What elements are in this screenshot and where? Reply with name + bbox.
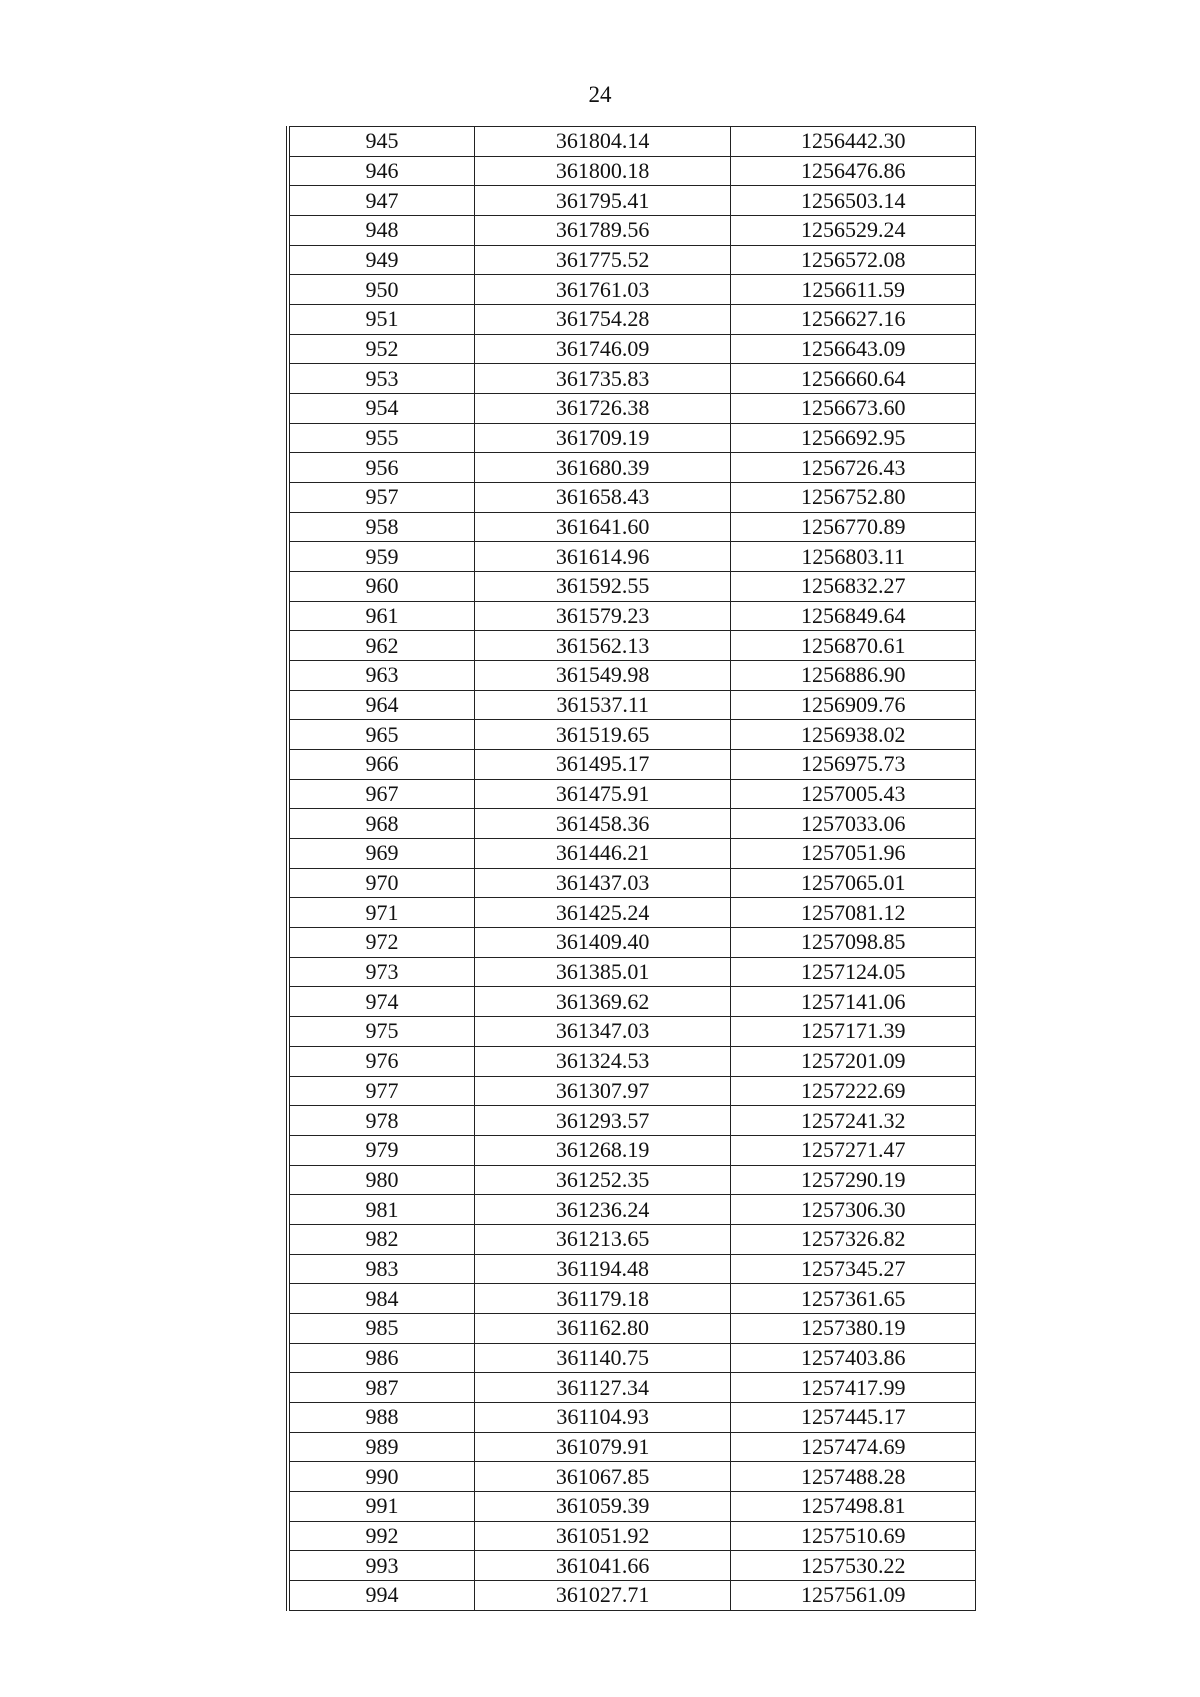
x-coordinate-cell: 361369.62 <box>474 987 731 1017</box>
x-coordinate-cell: 361127.34 <box>474 1373 731 1403</box>
x-coordinate-cell: 361549.98 <box>474 661 731 691</box>
point-number-cell: 974 <box>288 987 474 1017</box>
coordinates-table <box>286 126 976 1611</box>
point-number-cell: 966 <box>288 750 474 780</box>
point-number-cell: 961 <box>288 601 474 631</box>
y-coordinate-cell: 1256886.90 <box>731 661 976 691</box>
y-coordinate-cell: 1257124.05 <box>731 957 976 987</box>
point-number-cell: 985 <box>288 1313 474 1343</box>
point-number-cell: 970 <box>288 868 474 898</box>
y-coordinate-cell: 1256870.61 <box>731 631 976 661</box>
table-row <box>288 987 976 1017</box>
table-row <box>288 1373 976 1403</box>
point-number-cell: 975 <box>288 1017 474 1047</box>
x-coordinate-cell: 361041.66 <box>474 1551 731 1581</box>
point-number-cell: 967 <box>288 779 474 809</box>
point-number-cell: 972 <box>288 928 474 958</box>
x-coordinate-cell: 361735.83 <box>474 364 731 394</box>
table-row <box>288 868 976 898</box>
y-coordinate-cell: 1256938.02 <box>731 720 976 750</box>
x-coordinate-cell: 361658.43 <box>474 483 731 513</box>
x-coordinate-cell: 361179.18 <box>474 1284 731 1314</box>
table-row <box>288 720 976 750</box>
x-coordinate-cell: 361236.24 <box>474 1195 731 1225</box>
table-row <box>288 127 976 157</box>
table-row <box>288 1284 976 1314</box>
table-row <box>288 957 976 987</box>
point-number-cell: 984 <box>288 1284 474 1314</box>
point-number-cell: 957 <box>288 483 474 513</box>
point-number-cell: 979 <box>288 1135 474 1165</box>
point-number-cell: 964 <box>288 690 474 720</box>
x-coordinate-cell: 361307.97 <box>474 1076 731 1106</box>
y-coordinate-cell: 1256476.86 <box>731 156 976 186</box>
point-number-cell: 952 <box>288 334 474 364</box>
y-coordinate-cell: 1257241.32 <box>731 1106 976 1136</box>
x-coordinate-cell: 361162.80 <box>474 1313 731 1343</box>
y-coordinate-cell: 1257033.06 <box>731 809 976 839</box>
x-coordinate-cell: 361804.14 <box>474 127 731 157</box>
x-coordinate-cell: 361293.57 <box>474 1106 731 1136</box>
y-coordinate-cell: 1256660.64 <box>731 364 976 394</box>
x-coordinate-cell: 361562.13 <box>474 631 731 661</box>
x-coordinate-cell: 361324.53 <box>474 1046 731 1076</box>
point-number-cell: 954 <box>288 394 474 424</box>
point-number-cell: 948 <box>288 216 474 246</box>
x-coordinate-cell: 361446.21 <box>474 839 731 869</box>
y-coordinate-cell: 1257561.09 <box>731 1580 976 1610</box>
y-coordinate-cell: 1256611.59 <box>731 275 976 305</box>
table-row <box>288 1076 976 1106</box>
y-coordinate-cell: 1256673.60 <box>731 394 976 424</box>
y-coordinate-cell: 1257201.09 <box>731 1046 976 1076</box>
table-row <box>288 779 976 809</box>
x-coordinate-cell: 361537.11 <box>474 690 731 720</box>
x-coordinate-cell: 361104.93 <box>474 1402 731 1432</box>
point-number-cell: 989 <box>288 1432 474 1462</box>
point-number-cell: 960 <box>288 572 474 602</box>
y-coordinate-cell: 1257051.96 <box>731 839 976 869</box>
x-coordinate-cell: 361579.23 <box>474 601 731 631</box>
table-row <box>288 156 976 186</box>
table-row <box>288 1224 976 1254</box>
y-coordinate-cell: 1256529.24 <box>731 216 976 246</box>
point-number-cell: 959 <box>288 542 474 572</box>
point-number-cell: 962 <box>288 631 474 661</box>
y-coordinate-cell: 1256692.95 <box>731 423 976 453</box>
point-number-cell: 978 <box>288 1106 474 1136</box>
table-row <box>288 1491 976 1521</box>
x-coordinate-cell: 361495.17 <box>474 750 731 780</box>
table-row <box>288 1254 976 1284</box>
table-row <box>288 601 976 631</box>
point-number-cell: 977 <box>288 1076 474 1106</box>
x-coordinate-cell: 361213.65 <box>474 1224 731 1254</box>
point-number-cell: 968 <box>288 809 474 839</box>
y-coordinate-cell: 1256770.89 <box>731 512 976 542</box>
x-coordinate-cell: 361761.03 <box>474 275 731 305</box>
x-coordinate-cell: 361059.39 <box>474 1491 731 1521</box>
table-row <box>288 394 976 424</box>
point-number-cell: 990 <box>288 1462 474 1492</box>
table-row <box>288 1343 976 1373</box>
y-coordinate-cell: 1257403.86 <box>731 1343 976 1373</box>
point-number-cell: 945 <box>288 127 474 157</box>
table-row <box>288 305 976 335</box>
y-coordinate-cell: 1257510.69 <box>731 1521 976 1551</box>
y-coordinate-cell: 1256643.09 <box>731 334 976 364</box>
table-row <box>288 186 976 216</box>
x-coordinate-cell: 361252.35 <box>474 1165 731 1195</box>
y-coordinate-cell: 1257141.06 <box>731 987 976 1017</box>
y-coordinate-cell: 1257065.01 <box>731 868 976 898</box>
table-row <box>288 1580 976 1610</box>
x-coordinate-cell: 361789.56 <box>474 216 731 246</box>
y-coordinate-cell: 1256442.30 <box>731 127 976 157</box>
x-coordinate-cell: 361067.85 <box>474 1462 731 1492</box>
y-coordinate-cell: 1257474.69 <box>731 1432 976 1462</box>
table-row <box>288 1017 976 1047</box>
point-number-cell: 953 <box>288 364 474 394</box>
y-coordinate-cell: 1257171.39 <box>731 1017 976 1047</box>
x-coordinate-cell: 361385.01 <box>474 957 731 987</box>
point-number-cell: 969 <box>288 839 474 869</box>
point-number-cell: 986 <box>288 1343 474 1373</box>
y-coordinate-cell: 1256975.73 <box>731 750 976 780</box>
point-number-cell: 950 <box>288 275 474 305</box>
table-row <box>288 898 976 928</box>
point-number-cell: 949 <box>288 245 474 275</box>
table-row <box>288 839 976 869</box>
x-coordinate-cell: 361475.91 <box>474 779 731 809</box>
point-number-cell: 992 <box>288 1521 474 1551</box>
point-number-cell: 946 <box>288 156 474 186</box>
x-coordinate-cell: 361347.03 <box>474 1017 731 1047</box>
table-row <box>288 453 976 483</box>
point-number-cell: 976 <box>288 1046 474 1076</box>
x-coordinate-cell: 361592.55 <box>474 572 731 602</box>
y-coordinate-cell: 1256803.11 <box>731 542 976 572</box>
x-coordinate-cell: 361614.96 <box>474 542 731 572</box>
table-row <box>288 364 976 394</box>
x-coordinate-cell: 361775.52 <box>474 245 731 275</box>
table-row <box>288 572 976 602</box>
y-coordinate-cell: 1256572.08 <box>731 245 976 275</box>
table-row <box>288 1521 976 1551</box>
point-number-cell: 987 <box>288 1373 474 1403</box>
y-coordinate-cell: 1257488.28 <box>731 1462 976 1492</box>
x-coordinate-cell: 361079.91 <box>474 1432 731 1462</box>
page-number: 24 <box>588 82 612 107</box>
y-coordinate-cell: 1257222.69 <box>731 1076 976 1106</box>
point-number-cell: 971 <box>288 898 474 928</box>
table-row <box>288 1432 976 1462</box>
y-coordinate-cell: 1256752.80 <box>731 483 976 513</box>
table-body <box>288 127 976 1611</box>
table-row <box>288 1165 976 1195</box>
point-number-cell: 973 <box>288 957 474 987</box>
point-number-cell: 982 <box>288 1224 474 1254</box>
point-number-cell: 980 <box>288 1165 474 1195</box>
table-row <box>288 661 976 691</box>
point-number-cell: 958 <box>288 512 474 542</box>
x-coordinate-cell: 361268.19 <box>474 1135 731 1165</box>
y-coordinate-cell: 1257345.27 <box>731 1254 976 1284</box>
table-row <box>288 1462 976 1492</box>
x-coordinate-cell: 361746.09 <box>474 334 731 364</box>
table-row <box>288 542 976 572</box>
table-row <box>288 1195 976 1225</box>
table-row <box>288 928 976 958</box>
table-row <box>288 690 976 720</box>
x-coordinate-cell: 361458.36 <box>474 809 731 839</box>
point-number-cell: 947 <box>288 186 474 216</box>
point-number-cell: 965 <box>288 720 474 750</box>
x-coordinate-cell: 361795.41 <box>474 186 731 216</box>
y-coordinate-cell: 1257417.99 <box>731 1373 976 1403</box>
y-coordinate-cell: 1257326.82 <box>731 1224 976 1254</box>
point-number-cell: 988 <box>288 1402 474 1432</box>
x-coordinate-cell: 361194.48 <box>474 1254 731 1284</box>
y-coordinate-cell: 1256503.14 <box>731 186 976 216</box>
table-row <box>288 1313 976 1343</box>
y-coordinate-cell: 1257306.30 <box>731 1195 976 1225</box>
table-row <box>288 275 976 305</box>
y-coordinate-cell: 1257098.85 <box>731 928 976 958</box>
table-row <box>288 334 976 364</box>
point-number-cell: 983 <box>288 1254 474 1284</box>
y-coordinate-cell: 1256627.16 <box>731 305 976 335</box>
table-row <box>288 483 976 513</box>
x-coordinate-cell: 361709.19 <box>474 423 731 453</box>
x-coordinate-cell: 361027.71 <box>474 1580 731 1610</box>
y-coordinate-cell: 1257005.43 <box>731 779 976 809</box>
y-coordinate-cell: 1257530.22 <box>731 1551 976 1581</box>
x-coordinate-cell: 361726.38 <box>474 394 731 424</box>
point-number-cell: 951 <box>288 305 474 335</box>
x-coordinate-cell: 361754.28 <box>474 305 731 335</box>
table-row <box>288 1135 976 1165</box>
y-coordinate-cell: 1257361.65 <box>731 1284 976 1314</box>
point-number-cell: 956 <box>288 453 474 483</box>
y-coordinate-cell: 1257290.19 <box>731 1165 976 1195</box>
table-row <box>288 512 976 542</box>
table-row <box>288 1402 976 1432</box>
table-row <box>288 631 976 661</box>
x-coordinate-cell: 361800.18 <box>474 156 731 186</box>
table-row <box>288 1046 976 1076</box>
y-coordinate-cell: 1256832.27 <box>731 572 976 602</box>
point-number-cell: 955 <box>288 423 474 453</box>
table-row <box>288 750 976 780</box>
x-coordinate-cell: 361051.92 <box>474 1521 731 1551</box>
table-row <box>288 1551 976 1581</box>
point-number-cell: 963 <box>288 661 474 691</box>
x-coordinate-cell: 361425.24 <box>474 898 731 928</box>
x-coordinate-cell: 361140.75 <box>474 1343 731 1373</box>
point-number-cell: 994 <box>288 1580 474 1610</box>
table-row <box>288 809 976 839</box>
point-number-cell: 991 <box>288 1491 474 1521</box>
x-coordinate-cell: 361437.03 <box>474 868 731 898</box>
y-coordinate-cell: 1257498.81 <box>731 1491 976 1521</box>
y-coordinate-cell: 1257380.19 <box>731 1313 976 1343</box>
y-coordinate-cell: 1257271.47 <box>731 1135 976 1165</box>
y-coordinate-cell: 1256849.64 <box>731 601 976 631</box>
y-coordinate-cell: 1257445.17 <box>731 1402 976 1432</box>
x-coordinate-cell: 361409.40 <box>474 928 731 958</box>
table-row <box>288 1106 976 1136</box>
y-coordinate-cell: 1256726.43 <box>731 453 976 483</box>
y-coordinate-cell: 1256909.76 <box>731 690 976 720</box>
x-coordinate-cell: 361680.39 <box>474 453 731 483</box>
x-coordinate-cell: 361519.65 <box>474 720 731 750</box>
y-coordinate-cell: 1257081.12 <box>731 898 976 928</box>
point-number-cell: 993 <box>288 1551 474 1581</box>
table-row <box>288 245 976 275</box>
table-row <box>288 423 976 453</box>
point-number-cell: 981 <box>288 1195 474 1225</box>
x-coordinate-cell: 361641.60 <box>474 512 731 542</box>
table-row <box>288 216 976 246</box>
